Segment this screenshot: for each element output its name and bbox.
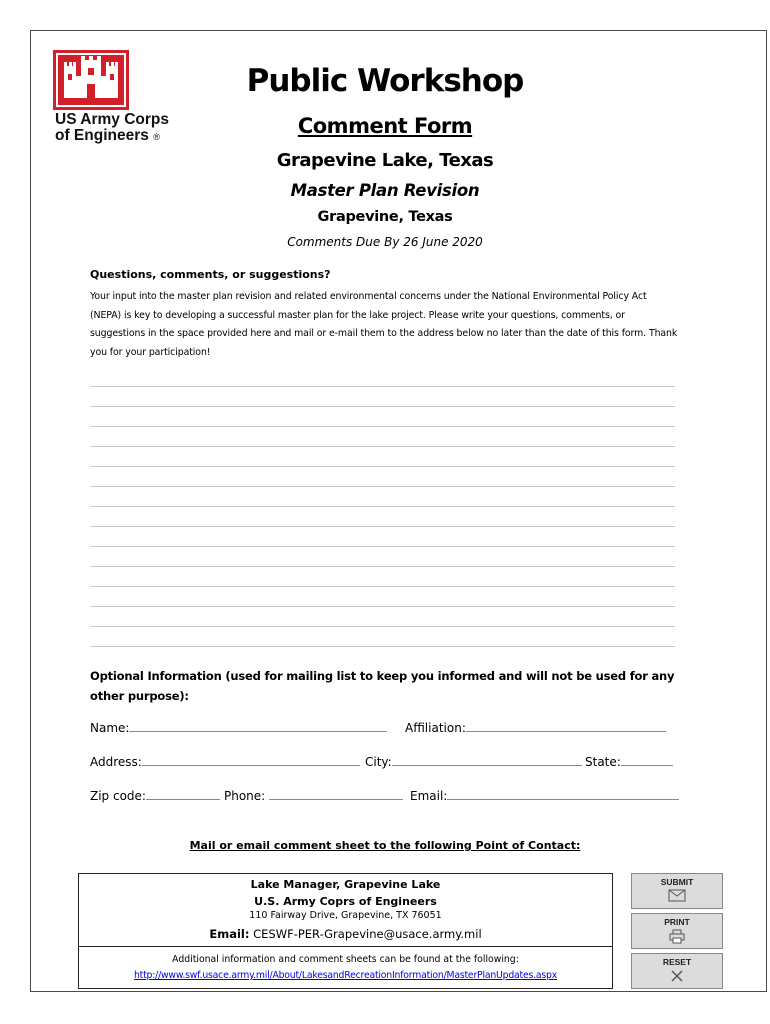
- comment-line[interactable]: [90, 606, 675, 626]
- state-input[interactable]: [621, 753, 673, 766]
- affiliation-input[interactable]: [466, 719, 666, 732]
- comment-line[interactable]: [90, 426, 675, 446]
- master-plan-link[interactable]: http://www.swf.usace.army.mil/About/LakesandRecreationInformation/MasterPlanUpdates.aspx: [133, 970, 558, 981]
- contact-email-line: [79, 927, 612, 941]
- box-divider: [79, 946, 612, 947]
- page-title: Public Workshop: [246, 63, 524, 99]
- submit-button[interactable]: [631, 873, 723, 909]
- comment-line[interactable]: [90, 526, 675, 546]
- city-input[interactable]: [392, 753, 582, 766]
- email-input[interactable]: [447, 787, 679, 800]
- logo-text: [55, 112, 169, 145]
- comment-line[interactable]: [90, 466, 675, 486]
- print-button[interactable]: [631, 913, 723, 949]
- address-input[interactable]: [142, 753, 360, 766]
- phone-input[interactable]: [269, 787, 403, 800]
- print-label: PRINT: [664, 917, 690, 927]
- comment-line[interactable]: [90, 646, 675, 666]
- comment-line[interactable]: [90, 566, 675, 586]
- affiliation-field[interactable]: [405, 719, 666, 735]
- contact-title: Lake Manager, Grapevine Lake: [250, 878, 441, 891]
- name-input[interactable]: [129, 719, 387, 732]
- castle-icon: [53, 50, 129, 110]
- comment-area[interactable]: [90, 386, 675, 666]
- location-heading: Grapevine Lake, Texas: [276, 150, 494, 171]
- printer-icon: [669, 929, 685, 944]
- contact-address: 110 Fairway Drive, Grapevine, TX 76051: [249, 910, 442, 921]
- email-label: Email:: [410, 789, 448, 803]
- state-label: State:: [585, 755, 621, 769]
- submit-label: SUBMIT: [660, 877, 694, 887]
- zip-input[interactable]: [146, 787, 220, 800]
- close-icon: [670, 969, 684, 983]
- logo-line-1: US Army Corps: [55, 111, 169, 128]
- envelope-icon: [668, 889, 686, 902]
- optional-info-heading: Optional Information (used for mailing list to keep you informed and will not be used for any other purpose):: [90, 669, 675, 703]
- due-date: Comments Due By 26 June 2020: [287, 235, 483, 249]
- state-field[interactable]: [585, 753, 673, 769]
- comment-line[interactable]: [90, 406, 675, 426]
- contact-box: [78, 873, 613, 989]
- address-field[interactable]: [90, 753, 360, 769]
- city-field[interactable]: [365, 753, 582, 769]
- more-info-text: Additional information and comment sheets can be found at the following:: [172, 954, 519, 965]
- logo-line-2: of Engineers: [55, 127, 149, 144]
- questions-heading: Questions, comments, or suggestions?: [90, 268, 331, 281]
- email-field[interactable]: [410, 787, 679, 803]
- reset-button[interactable]: [631, 953, 723, 989]
- comment-line[interactable]: [90, 586, 675, 606]
- form-subtitle: Comment Form: [297, 114, 473, 138]
- comment-line[interactable]: [90, 386, 675, 406]
- affiliation-label: Affiliation:: [405, 721, 466, 735]
- comment-line[interactable]: [90, 506, 675, 526]
- name-field[interactable]: [90, 719, 387, 735]
- name-label: Name:: [90, 721, 130, 735]
- city-heading: Grapevine, Texas: [317, 209, 453, 225]
- zip-field[interactable]: [90, 787, 220, 803]
- project-heading: Master Plan Revision: [290, 181, 480, 200]
- contact-email[interactable]: CESWF-PER-Grapevine@usace.army.mil: [253, 927, 482, 941]
- comment-line[interactable]: [90, 626, 675, 646]
- city-label: City:: [365, 755, 392, 769]
- zip-label: Zip code:: [90, 789, 146, 803]
- phone-label: Phone:: [224, 789, 266, 803]
- comment-line[interactable]: [90, 486, 675, 506]
- comment-line[interactable]: [90, 446, 675, 466]
- comment-line[interactable]: [90, 546, 675, 566]
- phone-field[interactable]: [224, 787, 403, 803]
- reset-label: RESET: [662, 957, 692, 967]
- registered-mark: ®: [153, 132, 160, 142]
- usace-logo: [53, 50, 183, 150]
- contact-org: U.S. Army Coprs of Engineers: [254, 895, 437, 908]
- address-label: Address:: [90, 755, 142, 769]
- intro-paragraph: Your input into the master plan revision and related environmental concerns under the National Environmental Policy Act (NEPA) is key to developing a successful master plan for the lake project. Please write your questions, comments, or suggestions in the space provided here and mail or e-mail them to the address below no later than the date of this form. Thank you for your participation!: [90, 291, 678, 358]
- mail-heading: Mail or email comment sheet to the following Point of Contact:: [189, 839, 581, 852]
- contact-email-label: Email:: [209, 927, 250, 941]
